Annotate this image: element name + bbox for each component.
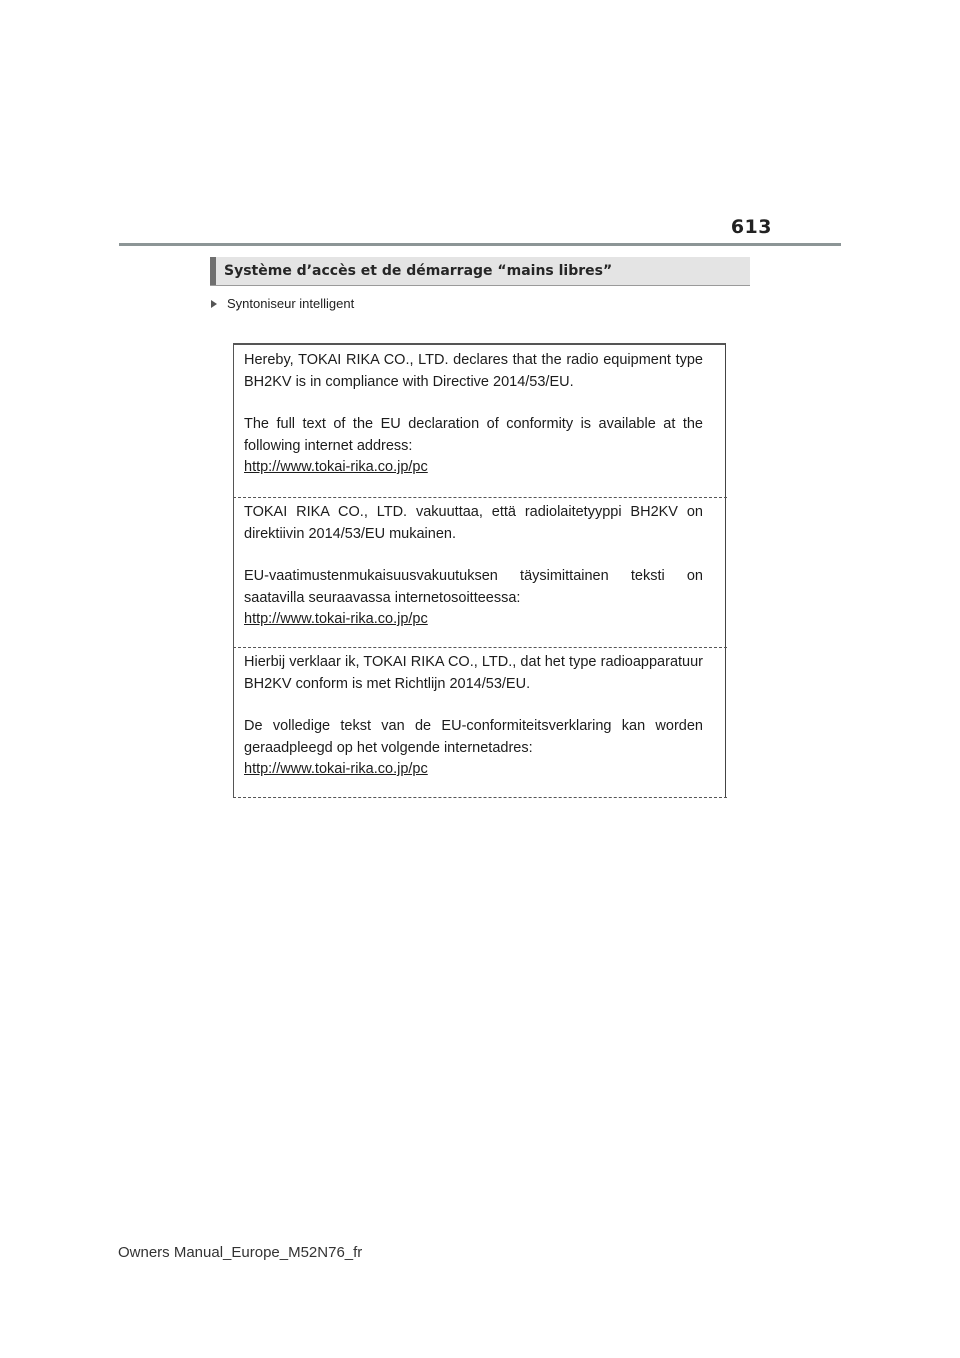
declaration-dutch-statement: Hierbij verklaar ik, TOKAI RIKA CO., LTD., dat het type radioapparatuur BH2KV conform is met Richtlijn 2014/53/EU. bbox=[244, 654, 703, 692]
declaration-english-link[interactable]: http://www.tokai-rika.co.jp/pc bbox=[244, 459, 428, 475]
declaration-english bbox=[244, 350, 703, 479]
declaration-finnish-link[interactable]: http://www.tokai-rika.co.jp/pc bbox=[244, 611, 428, 627]
dashed-divider bbox=[233, 647, 727, 648]
declaration-finnish-statement: TOKAI RIKA CO., LTD. vakuuttaa, että radiolaitetyyppi BH2KV on direktiivin 2014/53/EU mukainen. bbox=[244, 504, 703, 542]
declaration-english-availability: The full text of the EU declaration of conformity is available at the following internet address: bbox=[244, 416, 703, 454]
section-heading-accent bbox=[210, 257, 216, 285]
declaration-box bbox=[233, 343, 726, 798]
section-heading-bar bbox=[210, 257, 750, 286]
declaration-finnish bbox=[244, 502, 703, 631]
declaration-dutch-link[interactable]: http://www.tokai-rika.co.jp/pc bbox=[244, 761, 428, 777]
page-number: 613 bbox=[730, 216, 772, 238]
subitem-heading bbox=[211, 296, 354, 311]
page-footer: Owners Manual_Europe_M52N76_fr bbox=[118, 1244, 363, 1261]
declaration-english-statement: Hereby, TOKAI RIKA CO., LTD. declares that the radio equipment type BH2KV is in compliance with Directive 2014/53/EU. bbox=[244, 352, 703, 390]
declaration-dutch bbox=[244, 652, 703, 781]
section-heading-title: Système d’accès et de démarrage “mains libres” bbox=[224, 263, 613, 279]
triangle-bullet-icon bbox=[211, 300, 217, 308]
declaration-finnish-availability: EU-vaatimustenmukaisuusvakuutuksen täysimittainen teksti on saatavilla seuraavassa internetosoitteessa: bbox=[244, 568, 703, 606]
header-rule bbox=[119, 243, 841, 246]
declaration-dutch-availability: De volledige tekst van de EU-conformiteitsverklaring kan worden geraadpleegd op het volgende internetadres: bbox=[244, 718, 703, 756]
dashed-divider-bottom bbox=[233, 797, 727, 798]
dashed-divider bbox=[233, 497, 727, 498]
subitem-label: Syntoniseur intelligent bbox=[227, 296, 355, 311]
